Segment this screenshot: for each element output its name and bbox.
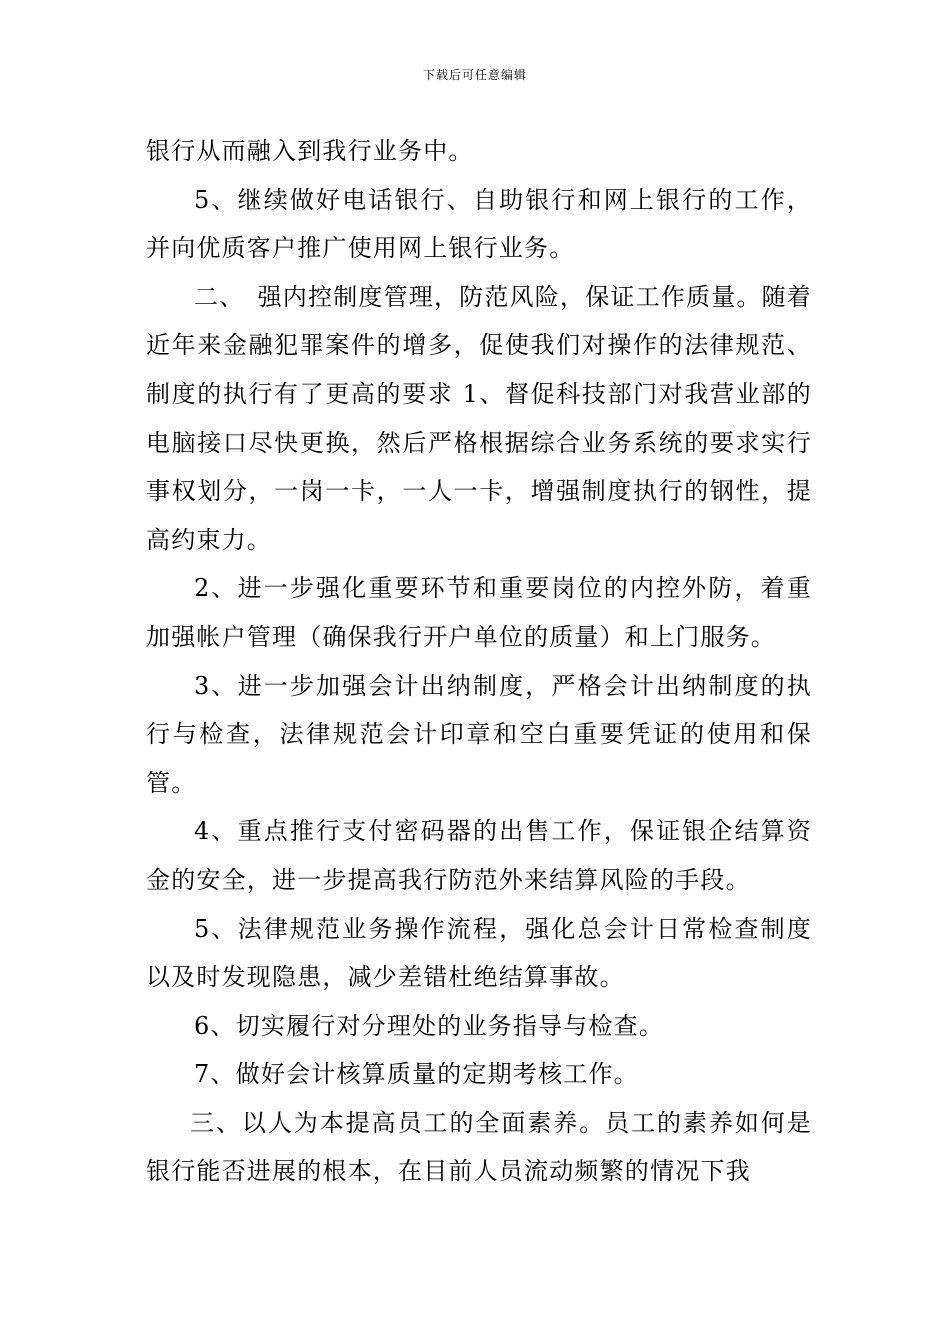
document-body	[146, 127, 812, 1196]
header-note: 下载后可任意编辑	[422, 68, 527, 82]
paragraph-item-5: 5、法律规范业务操作流程，强化总会计日常检查制度以及时发现隐患，减少差错杜绝结算事故。	[146, 914, 812, 992]
paragraph-item-2: 2、进一步强化重要环节和重要岗位的内控外防，着重加强帐户管理（确保我行开户单位的质量）和上门服务。	[146, 574, 812, 651]
paragraph-item-6: 6、切实履行对分理处的业务指导与检查。	[194, 1011, 665, 1040]
paragraph-item-4: 4、重点推行支付密码器的出售工作，保证银企结算资金的安全，进一步提高我行防范外来结算风险的手段。	[146, 817, 812, 894]
paragraph-section-3: 三、以人为本提高员工的全面素养。员工的素养如何是银行能否进展的根本，在目前人员流动频繁的情况下我	[146, 1108, 812, 1186]
paragraph-item-3: 3、进一步加强会计出纳制度，严格会计出纳制度的执行与检查，法律规范会计印章和空白重要凭证的使用和保管。	[146, 671, 812, 797]
paragraph-item-5-ebanking: 5、继续做好电话银行、自助银行和网上银行的工作，并向优质客户推广使用网上银行业务。	[146, 185, 812, 263]
paragraph-section-2: 二、 强内控制度管理，防范风险，保证工作质量。随着近年来金融犯罪案件的增多，促使我们对操作的法律规范、制度的执行有了更高的要求 1、督促科技部门对我营业部的电脑接口尽快更换，然后严格根据综合业务系统的要求实行事权划分，一岗一卡，一人一卡，增强制度执行的钢性，提高约束力。	[146, 282, 812, 554]
paragraph-item-7: 7、做好会计核算质量的定期考核工作。	[194, 1060, 639, 1089]
paragraph-continuation: 银行从而融入到我行业务中。	[146, 137, 474, 165]
